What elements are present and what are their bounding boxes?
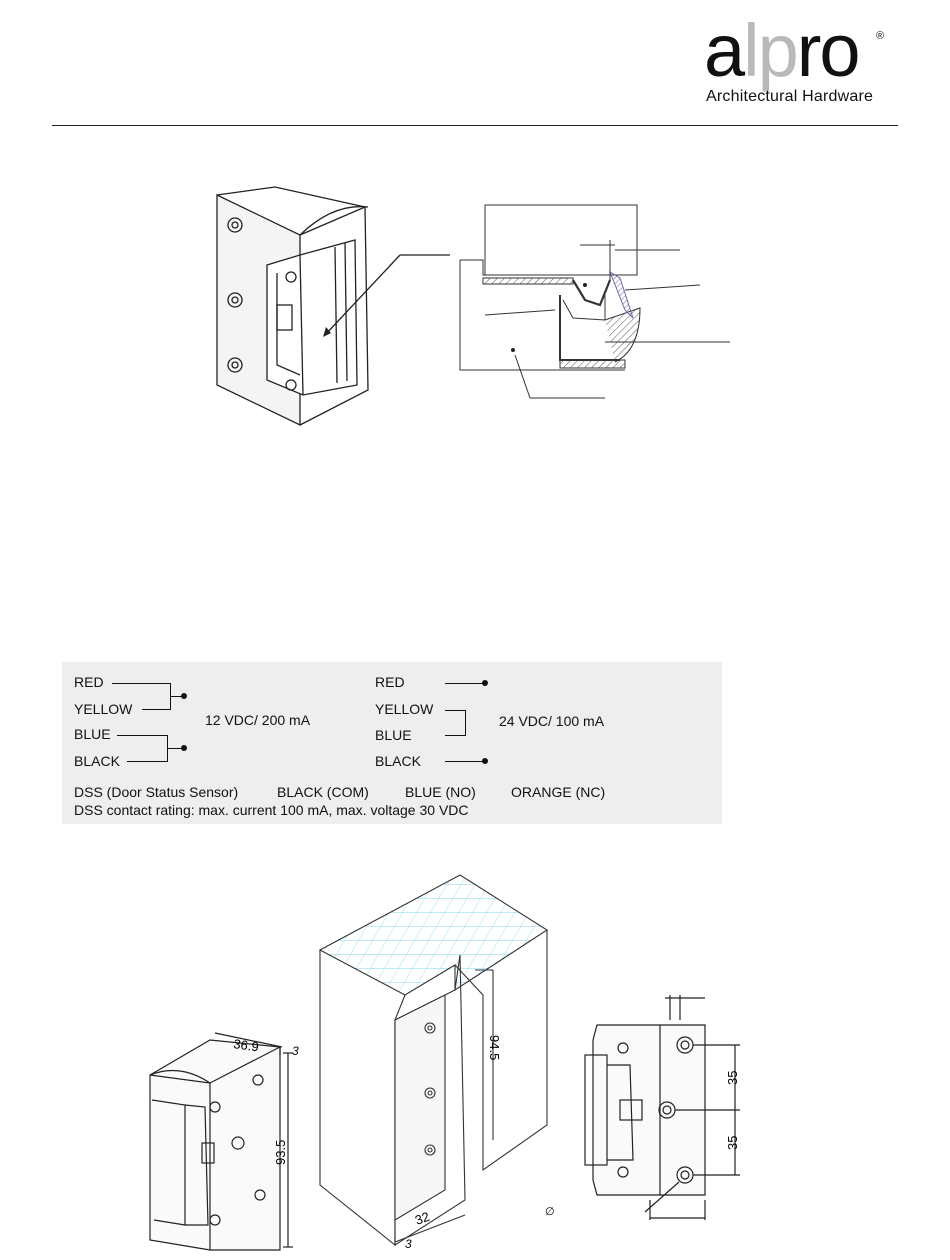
wire-label-yellow-right: YELLOW [375, 701, 434, 717]
header-divider [52, 125, 898, 126]
wire-line [127, 761, 167, 762]
wire-label-red-right: RED [375, 674, 405, 690]
wire-line [445, 683, 485, 684]
dss-rating: DSS contact rating: max. current 100 mA, max. voltage 30 VDC [74, 802, 469, 818]
wire-label-blue-right: BLUE [375, 727, 412, 743]
wire-line [445, 710, 465, 711]
wire-label-blue-left: BLUE [74, 726, 111, 742]
dss-nc: ORANGE (NC) [511, 784, 606, 800]
strike-section-drawing [455, 200, 745, 405]
logo-tagline: Architectural Hardware [706, 88, 874, 105]
dim-hole-spacing-1: 35 [725, 1070, 740, 1085]
voltage-rating-12v: 12 VDC/ 200 mA [205, 712, 311, 728]
terminal-dot [181, 693, 187, 699]
wire-label-yellow-left: YELLOW [74, 701, 133, 717]
dim-offset-top: 3 [292, 1044, 299, 1058]
registered-mark: ® [876, 30, 885, 42]
dim-hole-spacing-2: 35 [725, 1135, 740, 1150]
dim-frame-width: 32 [412, 1208, 432, 1228]
wire-label-black-right: BLACK [375, 753, 421, 769]
dim-height: 93.5 [273, 1139, 288, 1165]
faceplate-front-drawing [575, 990, 750, 1225]
dss-title: DSS (Door Status Sensor) [74, 784, 239, 800]
wire-label-red-left: RED [74, 674, 104, 690]
wire-line [445, 761, 485, 762]
wire-label-black-left: BLACK [74, 753, 120, 769]
wire-line [445, 735, 465, 736]
wiring-diagram [62, 662, 722, 824]
strike-dimension-drawing [140, 1025, 315, 1255]
dim-depth: 36.9 [232, 1036, 260, 1055]
dim-offset-bottom: 3 [405, 1237, 412, 1251]
wire-bracket [465, 710, 466, 736]
terminal-dot [482, 680, 488, 686]
dss-com: BLACK (COM) [277, 784, 369, 800]
terminal-dot [482, 758, 488, 764]
dim-frame-height: 94.5 [487, 1035, 502, 1061]
voltage-rating-24v: 24 VDC/ 100 mA [499, 713, 605, 729]
door-frame-drawing [315, 870, 555, 1255]
dss-no: BLUE (NO) [405, 784, 476, 800]
logo-wordmark-text: alpro [704, 9, 859, 92]
wire-line [112, 683, 170, 684]
diameter-symbol: ∅ [545, 1206, 555, 1218]
wire-line [142, 709, 170, 710]
strike-isometric-drawing [205, 185, 455, 430]
logo-wordmark [704, 9, 859, 92]
wire-line [117, 735, 167, 736]
terminal-dot [181, 745, 187, 751]
